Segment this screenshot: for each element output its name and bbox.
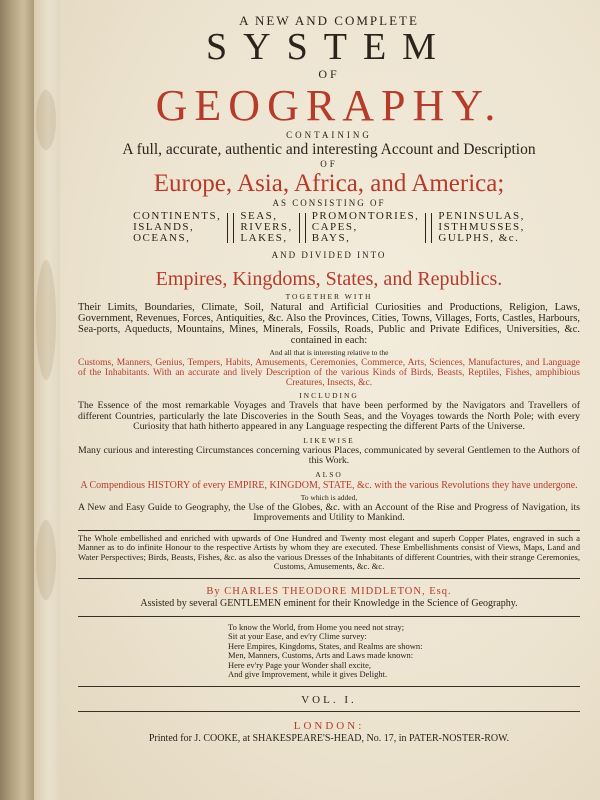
features-group-3 [306,211,426,244]
empires-heading: Empires, Kingdoms, States, and Republics. [155,268,503,290]
poem-line: Here Empires, Kingdoms, States, and Realms are shown: [228,640,423,651]
title-system: SYSTEM [206,26,452,68]
feature-item: ISLANDS, [133,221,195,233]
likewise-label: LIKEWISE [303,435,355,445]
feature-item: RIVERS, [240,221,293,233]
poem-line: To know the World, from Home you need not stray; [228,621,405,632]
feature-item: GULPHS, &c. [438,232,520,244]
paper-stain [36,260,56,380]
many-paragraph: Many curious and interesting Circumstances concerning various Places, communicated by several Gentlemen to the Authors of this Work. [78,444,580,466]
feature-item: PROMONTORIES, [311,210,420,222]
features-group-4 [432,211,531,244]
poem-line: Here ev'ry Page your Wonder shall excite, [228,659,372,670]
subtitle-line: A NEW AND COMPLETE [239,13,419,28]
divided-label: AND DIVIDED INTO [271,250,387,260]
paper-stain [36,90,56,150]
divider-rule [78,616,580,617]
containing-label: CONTAINING [286,130,372,140]
poem-line: And give Improvement, while it gives Delight. [228,669,388,679]
feature-item: BAYS, [311,232,351,244]
imprint-city: LONDON: [293,719,365,732]
including-label: INCLUDING [299,391,359,400]
guide-paragraph: A New and Easy Guide to Geography, the Use of the Globes, &c. with an Account of the Rise and Progress of Navigation, its Improvements and Utility to Mankind. [78,501,580,523]
features-list [78,211,580,244]
essence-paragraph: The Essence of the most remarkable Voyages and Travels that have been performed by the Navigators and Travellers of different Countries, particularly the late Discoveries in the South Seas, and the Voyages towards the North Pole; with every Curiosity that hath hitherto appeared in any Language respecting the different Parts of the Universe. [78,400,580,432]
also-label: ALSO [315,469,343,479]
feature-item: LAKES, [240,232,288,244]
assisted-line: Assisted by several GENTLEMEN eminent for their Knowledge in the Science of Geography. [140,597,518,609]
continents-heading: Europe, Asia, Africa, and America; [153,170,505,197]
volume-label: VOL. I. [301,693,357,706]
feature-item: CONTINENTS, [133,210,222,222]
title-page [60,0,600,800]
double-rule-separator [299,213,306,243]
double-rule-separator [425,213,432,243]
history-paragraph: A Compendious HISTORY of every EMPIRE, KINGDOM, STATE, &c. with the various Revolutions they have undergone. [80,479,578,491]
consisting-label: AS CONSISTING OF [272,198,386,208]
divider-rule [78,686,580,687]
embellished-paragraph: The Whole embellished and enriched with upwards of One Hundred and Twenty most elegant and superb Copper Plates, engraved in such a Manner as to do infinite Honour to the respective Artists by whom they are executed. These Embellishments consist of Views, Maps, Land and Water Perspectives; Birds, Beasts, Fishes, &c. as also the various Dresses of the Inhabitants of different Countries, with their strange Ceremonies, Customs, Amusements, &c. &c. [78,532,580,571]
feature-item: ISTHMUSSES, [438,221,525,233]
divider-rule [78,530,580,531]
together-label: TOGETHER WITH [285,292,373,301]
poem-line: Sit at your Ease, and ev'ry Clime survey: [228,631,367,641]
customs-paragraph: Customs, Manners, Genius, Tempers, Habits, Amusements, Ceremonies, Commerce, Arts, Sciences, Manufactures, and Language of the Inhabitants. With an accurate and lively Description of the various Kinds of Birds, Beasts, Reptiles, Fishes, amphibious Creatures, Insects, &c. [78,358,580,388]
divider-rule [78,578,580,579]
paper-stain [36,520,56,600]
added-line: To which is added, [300,492,358,502]
printer-imprint: Printed for J. COOKE, at SHAKESPEARE'S-HEAD, No. 17, in PATER-NOSTER-ROW. [148,732,510,744]
features-group-1 [127,211,227,244]
feature-item: SEAS, [240,210,278,222]
feature-item: PENINSULAS, [438,210,525,222]
title-geography: GEOGRAPHY. [155,81,503,130]
feature-item: OCEANS, [133,232,191,244]
poem-line: Men, Manners, Customs, Arts and Laws made known: [228,650,414,660]
book-binding [0,0,34,800]
epigraph-poem [228,623,580,680]
account-line: A full, accurate, authentic and interesting Account and Description [122,141,536,158]
author-line: By CHARLES THEODORE MIDDLETON, Esq. [206,585,452,597]
features-group-2 [234,211,298,244]
limits-paragraph: Their Limits, Boundaries, Climate, Soil, Natural and Artificial Curiosities and Productions, Religion, Laws, Government, Revenues, Forces, Antiquities, &c. Also the Provinces, Cities, Towns, Villages, Forts, Castles, Harbours, Sea-ports, Aqueducts, Mountains, Mines, Minerals, Fossils, Roads, Public and Private Edifices, Universities, &c. contained in each: [78,302,580,346]
divider-rule [78,711,580,712]
title-of: OF [318,67,340,81]
of-label: OF [320,159,338,169]
feature-item: CAPES, [311,221,358,233]
relative-line: And all that is interesting relative to the [269,348,389,357]
double-rule-separator [227,213,234,243]
